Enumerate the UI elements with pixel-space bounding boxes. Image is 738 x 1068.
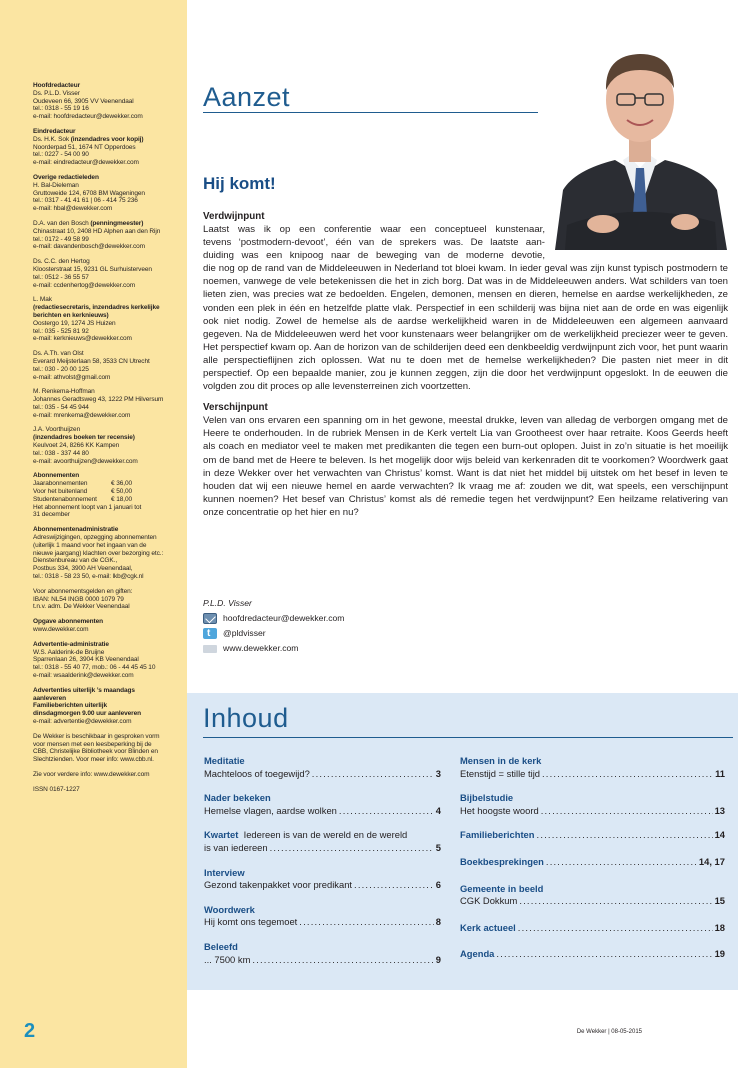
colophon-vanolst bbox=[33, 350, 185, 381]
address: Keulvoet 24, 8266 KK Kampen bbox=[33, 442, 120, 450]
email-link[interactable]: hoofdredacteur@dewekker.com bbox=[223, 613, 345, 623]
name: L. Mak bbox=[33, 296, 52, 304]
colophon-voorthuijzen bbox=[33, 426, 185, 465]
note: (inzendadres boeken ter recensie) bbox=[33, 434, 135, 442]
twitter-link[interactable]: @pldvisser bbox=[223, 628, 266, 638]
toc-page: 5 bbox=[435, 841, 441, 853]
colophon-overige bbox=[33, 174, 185, 213]
role-label: Eindredacteur bbox=[33, 127, 76, 135]
paragraph: Velen van ons ervaren een spanning om in het gewone, meestal drukke, leven van alledag de verborgen omgang met de Heere te onderhouden. In de rubriek Mensen in de Kerk vertelt Lia van Grootheest over haar retraite. Koos Geerds heeft als coach en mediator veel te maken met predikanten die tegen een burn-out oplopen. Juist in zo’n situatie is het moeilijk om de band met de Heere te beleven. Is het mogelijk door wijs beleid van kerkenraden dit te voorkomen? Woordwerk gaat in deze Wekker over het verwachten van Christus’ komst. Want is dat niet het middel bij uitstek om het besef in leven te houden dat wij een nieuwe hemel en aarde verwachten? Ik vraag me af: zouden we dit, wat speels, een verschijnpunt kunnen noemen? Het besef van Christus’ komst als dé remedie tegen het verdwijnpunt? Een heilzame relativering van onze concentratie op het hier en nu? bbox=[203, 415, 728, 518]
toc-page: 18 bbox=[714, 921, 725, 933]
toc-page: 15 bbox=[714, 895, 725, 907]
toc-title: Etenstijd = stille tijd bbox=[460, 767, 540, 779]
toc-entry[interactable] bbox=[460, 792, 725, 817]
toc-column-left bbox=[204, 755, 441, 966]
subheading-verschijnpunt: Verschijnpunt bbox=[203, 402, 268, 414]
toc-category: Mensen in de kerk bbox=[460, 755, 542, 766]
toc-entry[interactable] bbox=[204, 792, 441, 817]
colophon-administratie: Abonnementenadministratie Adreswijzigingen, opzegging abonnementen (uiterlijk 1 maand voor het ingaan van de nieuwe jaargang) klachten over bezorging etc.: Dienstenbureau van de CGK., Postbus 334, 3900 AH Veenendaal, tel.: 0318 - 58 23 50, e-mail: lkb@cgk.nl bbox=[33, 526, 185, 581]
toc-entry[interactable] bbox=[460, 883, 725, 908]
colophon-mak bbox=[33, 296, 185, 343]
role-label: Hoofdredacteur bbox=[33, 82, 80, 89]
web-link[interactable]: www.dewekker.com bbox=[223, 643, 299, 653]
paragraph-line: Laatst was ik op een conferentie waar een conceptueel kunstenaar, bbox=[203, 224, 545, 235]
toc-title: Gezond takenpakket voor predikant bbox=[204, 879, 353, 891]
term-text: 31 december bbox=[33, 511, 70, 519]
toc-page: 11 bbox=[715, 767, 725, 779]
section-title-inhoud: Inhoud bbox=[203, 703, 289, 733]
title-rule bbox=[203, 737, 733, 738]
email: e-mail: eindredacteur@dewekker.com bbox=[33, 159, 139, 167]
page-number: 2 bbox=[24, 1020, 36, 1042]
address: Everard Meijsterlaan 58, 3533 CN Utrecht bbox=[33, 357, 150, 365]
address: Kloosterstraat 15, 9231 GL Surhuisterveen bbox=[33, 265, 152, 273]
toc-page: 14 bbox=[714, 829, 725, 841]
toc-category: Agenda bbox=[460, 948, 495, 960]
toc-page: 14, 17 bbox=[698, 855, 725, 867]
colophon-advertentie: Advertentie-administratie W.S. Aalderink-de Bruijne Sparrenlaan 26, 3904 KB Veenendaal tel.: 0318 - 55 40 77, mob.: 06 - 44 45 45 10 e-mail: wsaalderink@dewekker.com bbox=[33, 641, 185, 680]
author-signature bbox=[203, 596, 344, 656]
section-title-aanzet: Aanzet bbox=[203, 82, 291, 112]
toc-category: Bijbelstudie bbox=[460, 792, 514, 804]
toc-category: Woordwerk bbox=[204, 903, 255, 915]
toc-entry[interactable] bbox=[460, 922, 725, 935]
toc-title: is van iedereen bbox=[204, 841, 268, 853]
twitter-icon bbox=[203, 628, 217, 639]
editorial-article bbox=[203, 210, 728, 519]
colophon-giften: Voor abonnementsgelden en giften: IBAN: NL54 INGB 0000 1079 79 t.n.v. adm. De Wekker Veenendaal bbox=[33, 587, 133, 611]
name: Ds. C.C. den Hertog bbox=[33, 258, 90, 266]
colophon-info: Zie voor verdere info: www.dewekker.com bbox=[33, 770, 150, 778]
note: (redactiesecretaris, inzendadres kerkelijke bbox=[33, 304, 160, 312]
toc-column-right bbox=[460, 755, 725, 961]
address: Gruttoweide 124, 6708 BM Wageningen bbox=[33, 189, 145, 197]
toc-category: Nader bekeken bbox=[204, 792, 271, 804]
title-rule bbox=[203, 112, 538, 113]
phone: tel.: 038 - 337 44 80 bbox=[33, 449, 89, 457]
colophon-issn: ISSN 0167-1227 bbox=[33, 785, 80, 793]
phone: tel.: 0172 - 49 58 99 bbox=[33, 235, 89, 243]
name: H. Bal-Dieleman bbox=[33, 181, 79, 189]
toc-page: 3 bbox=[435, 767, 441, 779]
address: Oudeveen 66, 3905 VV Veenendaal bbox=[33, 97, 134, 105]
web-icon bbox=[203, 645, 217, 653]
colophon-renkema bbox=[33, 388, 185, 419]
toc-entry[interactable] bbox=[460, 829, 725, 842]
term-text: Het abonnement loopt van 1 januari tot bbox=[33, 503, 142, 511]
price-row: Studentenabonnement € 18,00 bbox=[33, 495, 132, 503]
paragraph: die nog op de rand van de Middeleeuwen in Nederland tot bloei kwam. In ieder geval was zijn kunst typisch postmodern te noemen, vanwege de vele betekenissen die het in zich borg. Dat was in de Middeleeuwen anders. Wat schilders van toen lieten zien, was precies wat ze bedoelden. Engelen, demonen, mensen en dieren, hemelse en aardse werkelijkheden, ze vonden een plek in één en hetzelfde platte vlak. Perspectief in een schilderij was bijna niet aan de orde en was eigenlijk ook niet nodig. Zowel de hemelse als de aardse werkelijkheid waren in de Middeleeuwen een algemeen aanvaard gegeven. Na de Middeleeuwen werd het voor kunstenaars weer belangrijker om de werkelijkheid preciezer weer te geven. Het perspectief kwam op. Aan de horizon van de schilderijen deed een denkbeeldig verdwijnpunt zich voor, het punt waarin alle perspectieflijnen zich oplossen. Wat nu te doen met de hemelse werkelijkheden? Die pasten niet meer in dit perspectief. Op een bepaalde manier, zou je kunnen zeggen, zijn die door het verdwijnpunt opgeslokt. In de eeuwen die volgden zou dit proces op alle levensterreinen zich voortzetten. bbox=[203, 263, 728, 393]
email: e-mail: mrenkema@dewekker.com bbox=[33, 411, 131, 419]
address: Chinastraat 10, 2408 HD Alphen aan den Rijn bbox=[33, 227, 161, 235]
page-footer: De Wekker | 08-05-2015 bbox=[576, 1029, 642, 1035]
toc-category: Boekbesprekingen bbox=[460, 855, 544, 867]
phone: tel.: 030 - 20 00 125 bbox=[33, 365, 89, 373]
toc-title: Hemelse vlagen, aardse wolken bbox=[204, 804, 337, 816]
subheading-verdwijnpunt: Verdwijnpunt bbox=[203, 211, 265, 222]
address: Oostergo 19, 1274 JS Huizen bbox=[33, 319, 116, 327]
toc-category: Kwartet bbox=[204, 829, 239, 841]
address: Johannes Geradtsweg 43, 1222 PM Hilversum bbox=[33, 396, 164, 404]
name: D.A. van den Bosch bbox=[33, 219, 91, 227]
email: e-mail: hoofdredacteur@dewekker.com bbox=[33, 113, 143, 121]
email: e-mail: ccdenhertog@dewekker.com bbox=[33, 281, 136, 289]
author-name: P.L.D. Visser bbox=[203, 598, 252, 608]
paragraph-line: duiding was een knipoog naar de beweging van de moderne devotie, bbox=[203, 250, 545, 262]
toc-page: 6 bbox=[435, 879, 441, 891]
name: Ds. H.K. Sok bbox=[33, 135, 71, 143]
name: Ds. P.L.D. Visser bbox=[33, 89, 80, 97]
toc-page: 4 bbox=[435, 804, 441, 816]
email: e-mail: davandenbosch@dewekker.com bbox=[33, 243, 145, 251]
toc-title: Het hoogste woord bbox=[460, 804, 539, 816]
email: e-mail: athvolst@gmail.com bbox=[33, 373, 111, 381]
phone: tel.: 0317 - 41 41 61 | 06 - 414 75 236 bbox=[33, 197, 138, 205]
colophon bbox=[33, 82, 185, 801]
contact-twitter[interactable] bbox=[203, 626, 344, 641]
colophon-eindredacteur bbox=[33, 128, 185, 167]
toc-entry[interactable] bbox=[460, 755, 725, 780]
name: Ds. A.Th. van Olst bbox=[33, 350, 84, 358]
role-label: Abonnementen bbox=[33, 472, 80, 480]
colophon-cbb: De Wekker is beschikbaar in gesproken vorm voor mensen met een leesbeperking bij de CBB, Christelijke Bibliotheek voor Blinden en Slechtzienden. Voor meer info: www.cbb.nl. bbox=[33, 732, 160, 764]
address: Noorderpad 51, 1674 NT Opperdoes bbox=[33, 143, 136, 151]
toc-entry[interactable] bbox=[204, 904, 441, 929]
paragraph-line: tevens ‘postmodern-devoot’, één van de sprekers was. De laatste aan- bbox=[203, 237, 545, 249]
phone: tel.: 035 - 54 45 944 bbox=[33, 403, 89, 411]
email: e-mail: avoorthuijzen@dewekker.com bbox=[33, 457, 138, 465]
colophon-abonnementen bbox=[33, 472, 185, 519]
toc-entry[interactable] bbox=[460, 948, 725, 961]
toc-entry[interactable] bbox=[204, 941, 441, 966]
toc-category: Gemeente in beeld bbox=[460, 882, 544, 894]
colophon-sidebar bbox=[0, 0, 187, 1068]
phone: tel.: 0227 - 54 00 90 bbox=[33, 151, 89, 159]
toc-entry[interactable] bbox=[204, 829, 441, 854]
role-label: Overige redactieleden bbox=[33, 173, 99, 181]
toc-page: 9 bbox=[435, 953, 441, 965]
toc-category: Interview bbox=[204, 866, 245, 878]
role-label: Opgave abonnementen bbox=[33, 618, 103, 626]
contact-web[interactable] bbox=[203, 641, 344, 656]
note: (inzendadres voor kopij) bbox=[70, 135, 144, 143]
role-label: Advertentie-administratie bbox=[33, 640, 109, 648]
colophon-opgave: Opgave abonnementen www.dewekker.com bbox=[33, 618, 185, 634]
toc-entry[interactable] bbox=[460, 856, 725, 869]
name: J.A. Voorthuijzen bbox=[33, 426, 81, 434]
colophon-deadlines: Advertenties uiterlijk ’s maandags aanleveren Familieberichten uiterlijk dinsdagmorgen 9.00 uur aanleveren e-mail: advertentie@dewekker.com bbox=[33, 686, 141, 725]
toc-category: Meditatie bbox=[204, 755, 245, 766]
toc-page: 19 bbox=[714, 948, 725, 960]
role-label: Abonnementenadministratie bbox=[33, 526, 119, 534]
price-row: Jaarabonnementen € 36,00 bbox=[33, 480, 132, 488]
toc-title: Machteloos of toegewijd? bbox=[204, 767, 310, 779]
email: e-mail: hbal@dewekker.com bbox=[33, 205, 113, 213]
toc-category: Kerk actueel bbox=[460, 921, 516, 933]
article-heading: Hij komt! bbox=[203, 174, 276, 193]
email: e-mail: kerknieuws@dewekker.com bbox=[33, 335, 132, 343]
table-of-contents bbox=[187, 693, 738, 990]
colophon-denhertog bbox=[33, 258, 185, 289]
mail-icon bbox=[203, 613, 217, 624]
toc-title: Iedereen is van de wereld en de wereld bbox=[243, 829, 408, 841]
colophon-vandenbosch bbox=[33, 220, 185, 251]
note: berichten en kerknieuws) bbox=[33, 311, 109, 319]
colophon-hoofdredacteur bbox=[33, 82, 185, 121]
toc-category: Familieberichten bbox=[460, 829, 535, 841]
toc-category: Beleefd bbox=[204, 940, 238, 952]
contact-email[interactable] bbox=[203, 611, 344, 626]
name: M. Renkema-Hoffman bbox=[33, 388, 95, 396]
toc-title: Hij komt ons tegemoet bbox=[204, 916, 298, 928]
toc-page: 8 bbox=[435, 916, 441, 928]
toc-title: CGK Dokkum bbox=[460, 895, 518, 907]
note: (penningmeester) bbox=[90, 219, 144, 227]
toc-title: ... 7500 km bbox=[204, 953, 251, 965]
price-row: Voor het buitenland € 50,00 bbox=[33, 488, 132, 496]
toc-entry[interactable] bbox=[204, 867, 441, 892]
phone: tel.: 0318 - 55 19 16 bbox=[33, 105, 89, 113]
toc-page: 13 bbox=[714, 804, 725, 816]
phone: tel.: 035 - 525 81 92 bbox=[33, 327, 89, 335]
toc-entry[interactable] bbox=[204, 755, 441, 780]
phone: tel.: 0512 - 36 55 57 bbox=[33, 273, 89, 281]
